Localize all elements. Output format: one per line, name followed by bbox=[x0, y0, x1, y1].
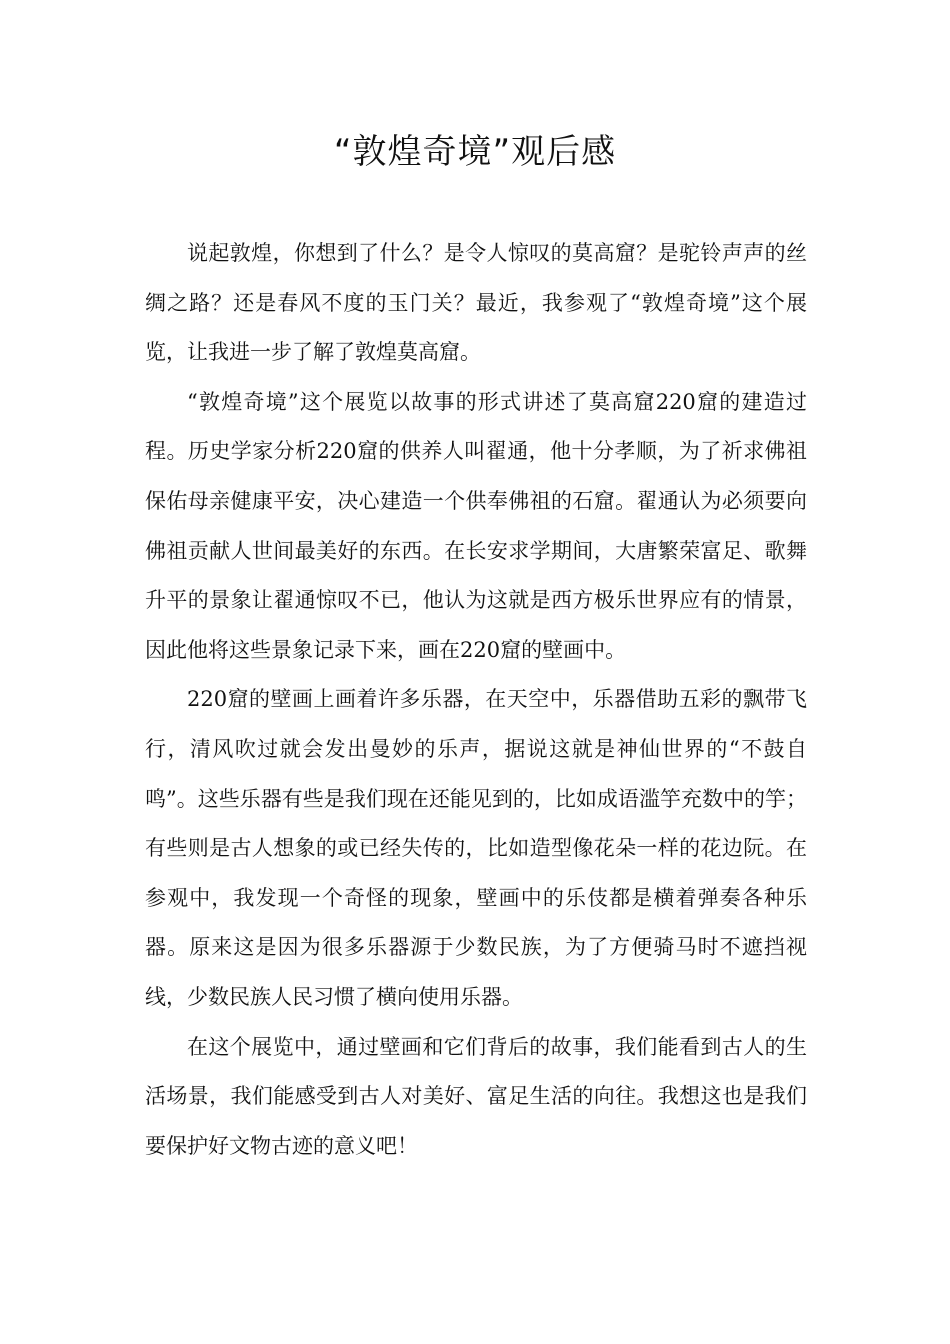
paragraph-conclusion: 在这个展览中，通过壁画和它们背后的故事，我们能看到古人的生活场景，我们能感受到古人对美好、富足生活的向往。我想这也是我们要保护好文物古迹的意义吧！ bbox=[145, 1034, 807, 1158]
paragraph-intro: 说起敦煌，你想到了什么？是令人惊叹的莫高窟？是驼铃声声的丝绸之路？还是春风不度的玉门关？最近，我参观了“敦煌奇境”这个展览，让我进一步了解了敦煌莫高窟。 bbox=[145, 241, 807, 365]
paragraph-instruments: 220窟的壁画上画着许多乐器，在天空中，乐器借助五彩的飘带飞行，清风吹过就会发出曼妙的乐声，据说这就是神仙世界的“不鼓自鸣”。这些乐器有些是我们现在还能见到的，比如成语滥竽充数中的竽；有些则是古人想象的或已经失传的，比如造型像花朵一样的花边阮。在参观中，我发现一个奇怪的现象，壁画中的乐伎都是横着弹奏各种乐器。原来这是因为很多乐器源于少数民族，为了方便骑马时不遮挡视线，少数民族人民习惯了横向使用乐器。 bbox=[145, 687, 807, 1009]
document-title: “敦煌奇境”观后感 bbox=[333, 132, 617, 172]
paragraph-cave-220-history: “敦煌奇境”这个展览以故事的形式讲述了莫高窟220窟的建造过程。历史学家分析220窟的供养人叫翟通，他十分孝顺，为了祈求佛祖保佑母亲健康平安，决心建造一个供奉佛祖的石窟。翟通认为必须要向佛祖贡献人世间最美好的东西。在长安求学期间，大唐繁荣富足、歌舞升平的景象让翟通惊叹不已，他认为这就是西方极乐世界应有的情景，因此他将这些景象记录下来，画在220窟的壁画中。 bbox=[145, 389, 807, 662]
document-body bbox=[145, 229, 807, 1171]
